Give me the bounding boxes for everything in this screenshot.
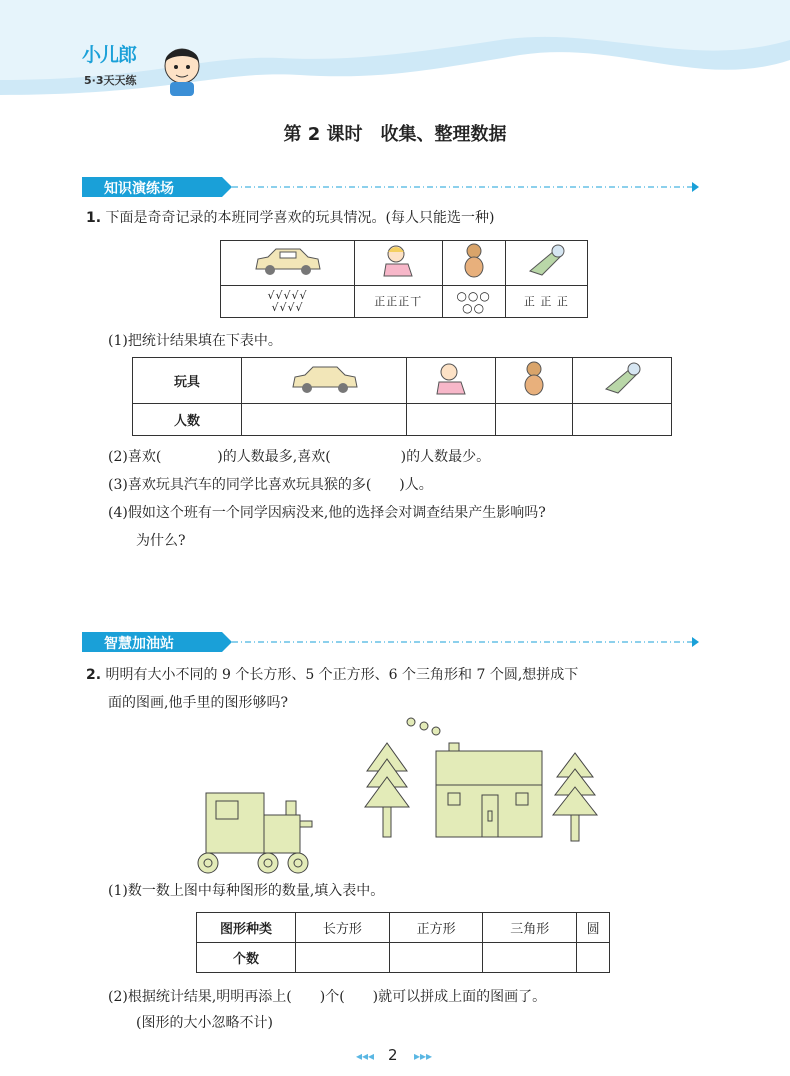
smoke-circle: [407, 718, 415, 726]
toy-car-cell: [221, 241, 355, 286]
doll-icon: [431, 360, 471, 398]
right-arrows: ▸▸▸: [414, 1049, 433, 1063]
train-chimney-rect: [286, 801, 296, 815]
question-text: 下面是奇奇记录的本班同学喜欢的玩具情况。(每人只能选一种): [105, 210, 495, 226]
section-label-wisdom: 智慧加油站: [104, 636, 174, 652]
doll-icon: [378, 242, 418, 280]
q1-sub4: (4)假如这个班有一个同学因病没来,他的选择会对调查结果产生影响吗?: [108, 505, 546, 521]
toy-monkey-cell: [442, 241, 505, 286]
header-circle: 圆: [577, 913, 610, 943]
page-title: 第 2 课时 收集、整理数据: [283, 124, 507, 145]
question-text: 明明有大小不同的 9 个长方形、5 个正方形、6 个三角形和 7 个圆,想拼成下: [105, 667, 579, 683]
answer-blank[interactable]: [296, 943, 390, 973]
series-label: 5·3天天练: [84, 74, 137, 87]
water-gun-icon: [600, 359, 644, 399]
fill-in-table-1: [132, 357, 672, 436]
question-2-cont: 面的图画,他手里的图形够吗?: [108, 695, 288, 711]
shape-count-table: [196, 912, 610, 973]
doll-cell: [354, 241, 442, 286]
fill-monkey: [496, 358, 573, 404]
house-window-square: [516, 793, 528, 805]
tree-trunk-rect: [383, 807, 391, 837]
answer-blank[interactable]: [573, 404, 672, 436]
water-gun-cell: [505, 241, 587, 286]
q1-sub2: (2)喜欢( )的人数最多,喜欢( )的人数最少。: [108, 449, 491, 465]
answer-blank[interactable]: [496, 404, 573, 436]
row-header-toy: 玩具: [133, 358, 242, 404]
section-bar-1: [82, 175, 702, 199]
toy-monkey-icon: [457, 241, 491, 281]
answer-blank[interactable]: [577, 943, 610, 973]
tally-record-table: [220, 240, 588, 318]
q1-sub4-why: 为什么?: [136, 533, 186, 549]
door-handle-rect: [488, 811, 492, 821]
question-1: [86, 207, 494, 229]
boy-mascot-icon: [160, 42, 204, 98]
answer-blank[interactable]: [242, 404, 407, 436]
house-window-square: [448, 793, 460, 805]
q2-sub2-note: (图形的大小忽略不计): [136, 1015, 273, 1031]
section-bar-2: [82, 630, 702, 654]
q1-sub3: (3)喜欢玩具汽车的同学比喜欢玩具猴的多( )人。: [108, 477, 433, 493]
row-header-count: 人数: [133, 404, 242, 436]
water-gun-icon: [524, 241, 568, 281]
q2-sub1: (1)数一数上图中每种图形的数量,填入表中。: [108, 883, 385, 899]
gun-tally: 正 正 正: [505, 286, 587, 318]
row-header-quantity: 个数: [197, 943, 296, 973]
question-number: 1.: [86, 210, 102, 226]
question-2: [86, 664, 578, 686]
toy-car-icon: [287, 361, 361, 397]
train-bumper-rect: [300, 821, 312, 827]
page-number: 2: [388, 1046, 398, 1064]
smoke-circle: [432, 727, 440, 735]
fill-toy-car: [242, 358, 407, 404]
header-square: 正方形: [389, 913, 483, 943]
shape-picture: [190, 715, 620, 875]
smoke-circle: [420, 722, 428, 730]
q1-sub1: (1)把统计结果填在下表中。: [108, 333, 282, 349]
header-rectangle: 长方形: [296, 913, 390, 943]
answer-blank[interactable]: [389, 943, 483, 973]
question-number: 2.: [86, 667, 102, 683]
answer-blank[interactable]: [406, 404, 496, 436]
section-label-knowledge: 知识演练场: [104, 181, 174, 197]
left-arrows: ◂◂◂: [356, 1049, 375, 1063]
answer-blank[interactable]: [483, 943, 577, 973]
q2-sub2: (2)根据统计结果,明明再添上( )个( )就可以拼成上面的图画了。: [108, 989, 547, 1005]
tree-trunk-rect: [571, 815, 579, 841]
house-roof-rect: [436, 751, 542, 785]
fill-doll: [406, 358, 496, 404]
header-shape-type: 图形种类: [197, 913, 296, 943]
train-body-rect: [264, 815, 300, 853]
doll-tally: 正正正丅: [354, 286, 442, 318]
fill-gun: [573, 358, 672, 404]
brand-logo: 小儿郎: [82, 44, 137, 66]
header-triangle: 三角形: [483, 913, 577, 943]
monkey-tally: ○○○ ○○: [442, 286, 505, 318]
train-window-square: [216, 801, 238, 819]
toy-monkey-icon: [517, 359, 551, 399]
toy-car-icon: [250, 243, 324, 279]
car-tally: √√√√√ √√√√: [221, 286, 355, 318]
